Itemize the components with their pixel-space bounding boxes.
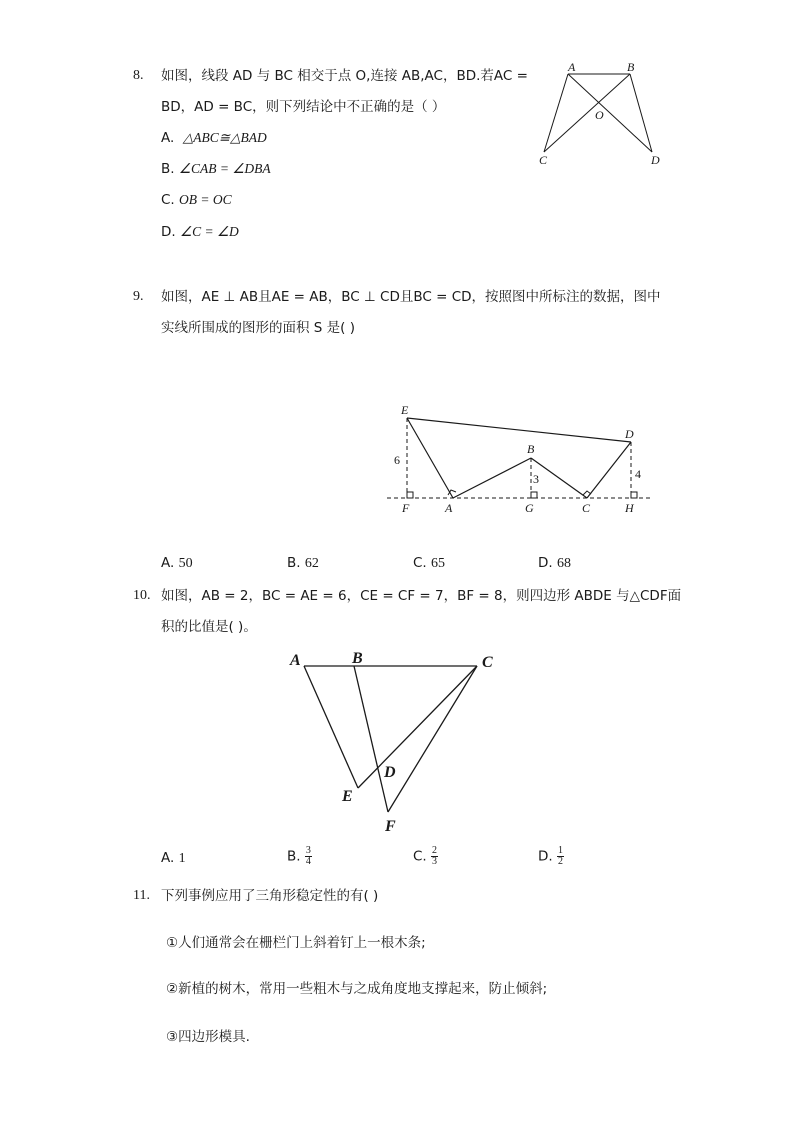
point-label-d: D (625, 427, 634, 441)
option-text: 68 (556, 556, 571, 571)
option-c[interactable] (413, 846, 438, 867)
point-label-f: F (402, 501, 410, 515)
point-label-h: H (625, 501, 634, 515)
question-stem-line: 实线所围成的图形的面积 S 是( ) (161, 320, 355, 336)
length-label-ef: 6 (394, 453, 400, 467)
option-a[interactable] (161, 130, 267, 146)
option-b[interactable] (161, 161, 271, 177)
option-label: C. (413, 555, 427, 571)
option-label: A. (161, 555, 175, 571)
list-item: ③四边形模具. (166, 1029, 250, 1045)
segment-bd (630, 74, 652, 152)
segment-bc (544, 74, 630, 152)
question-stem-line: BD，AD = BC，则下列结论中不正确的是（ ） (161, 99, 446, 115)
point-label-d: D (651, 153, 660, 167)
question-stem-line: 如图，线段 AD 与 BC 相交于点 O,连接 AB,AC，BD.若AC = (161, 68, 528, 84)
point-label-c: C (482, 654, 493, 671)
option-text: 65 (431, 556, 446, 571)
option-label: B. (287, 848, 301, 865)
point-label-e: E (401, 403, 409, 417)
point-label-e: E (342, 788, 353, 805)
point-label-f: F (385, 818, 396, 835)
right-angle-mark (531, 492, 537, 498)
option-text: ∠C = ∠D (179, 224, 239, 239)
option-c[interactable] (161, 192, 232, 208)
option-text: OB = OC (179, 192, 232, 207)
point-label-g: G (525, 501, 534, 515)
option-d[interactable] (538, 555, 571, 572)
option-text: 62 (304, 556, 319, 571)
option-d[interactable] (538, 846, 564, 867)
q9-figure (385, 398, 655, 518)
right-angle-mark (631, 492, 637, 498)
option-label: B. (161, 161, 175, 177)
point-label-b: B (352, 650, 363, 667)
option-d[interactable] (161, 224, 239, 240)
segment-ec (358, 666, 477, 788)
option-label: B. (287, 555, 301, 571)
option-label: C. (161, 192, 175, 208)
length-label-bg: 3 (533, 472, 539, 486)
option-a[interactable] (161, 850, 186, 867)
point-label-b: B (627, 60, 635, 74)
question-stem-line: 积的比值是( )。 (161, 619, 257, 635)
segment-bf (354, 666, 388, 812)
option-label: A. (161, 130, 175, 146)
option-label: D. (161, 224, 176, 240)
option-b[interactable] (287, 846, 312, 867)
point-label-a: A (568, 60, 576, 74)
segment-ea (407, 418, 453, 498)
question-number: 8. (133, 68, 144, 83)
option-b[interactable] (287, 555, 319, 572)
fraction: $\frac{2}{3}$ (432, 845, 438, 867)
q8-figure (530, 58, 670, 170)
question-stem-line: 下列事例应用了三角形稳定性的有( ) (161, 888, 379, 904)
option-label: D. (538, 848, 553, 865)
option-text: △ABC≅△BAD (182, 130, 267, 145)
option-text: ∠CAB = ∠DBA (178, 161, 271, 176)
segment-cd (587, 442, 631, 498)
fraction: $\frac{1}{2}$ (557, 845, 563, 867)
point-label-c: C (539, 153, 548, 167)
point-label-a: A (445, 501, 453, 515)
right-angle-mark (407, 492, 413, 498)
question-stem-line: 如图，AE ⊥ AB且AE = AB，BC ⊥ CD且BC = CD，按照图中所标注的数据，图中 (161, 289, 661, 305)
question-number: 10. (133, 588, 151, 603)
segment-bc (531, 458, 587, 498)
length-label-dh: 4 (635, 467, 641, 481)
option-label: C. (413, 848, 427, 865)
option-label: A. (161, 850, 175, 866)
question-number: 9. (133, 289, 144, 304)
segment-fc (388, 666, 477, 812)
list-item: ②新植的树木，常用一些粗木与之成角度地支撑起来，防止倾斜; (166, 981, 548, 997)
option-c[interactable] (413, 555, 445, 572)
point-label-a: A (290, 652, 301, 669)
option-text: 1 (178, 851, 186, 866)
point-label-c: C (582, 501, 591, 515)
option-text: 50 (178, 556, 193, 571)
segment-ab (453, 458, 531, 498)
point-label-d: D (384, 764, 396, 781)
question-number: 11. (133, 888, 150, 903)
point-label-b: B (527, 442, 535, 456)
question-stem-line: 如图，AB = 2，BC = AE = 6，CE = CF = 7，BF = 8，则四边形 ABDE 与△CDF面 (161, 588, 682, 604)
segment-ad (568, 74, 652, 152)
option-label: D. (538, 555, 553, 571)
segment-ae (304, 666, 358, 788)
fraction: $\frac{3}{4}$ (305, 845, 311, 867)
list-item: ①人们通常会在栅栏门上斜着钉上一根木条; (166, 935, 426, 951)
segment-ed (407, 418, 631, 442)
point-label-o: O (595, 108, 604, 122)
q10-figure (280, 645, 510, 840)
segment-ac (544, 74, 568, 152)
option-a[interactable] (161, 555, 193, 572)
